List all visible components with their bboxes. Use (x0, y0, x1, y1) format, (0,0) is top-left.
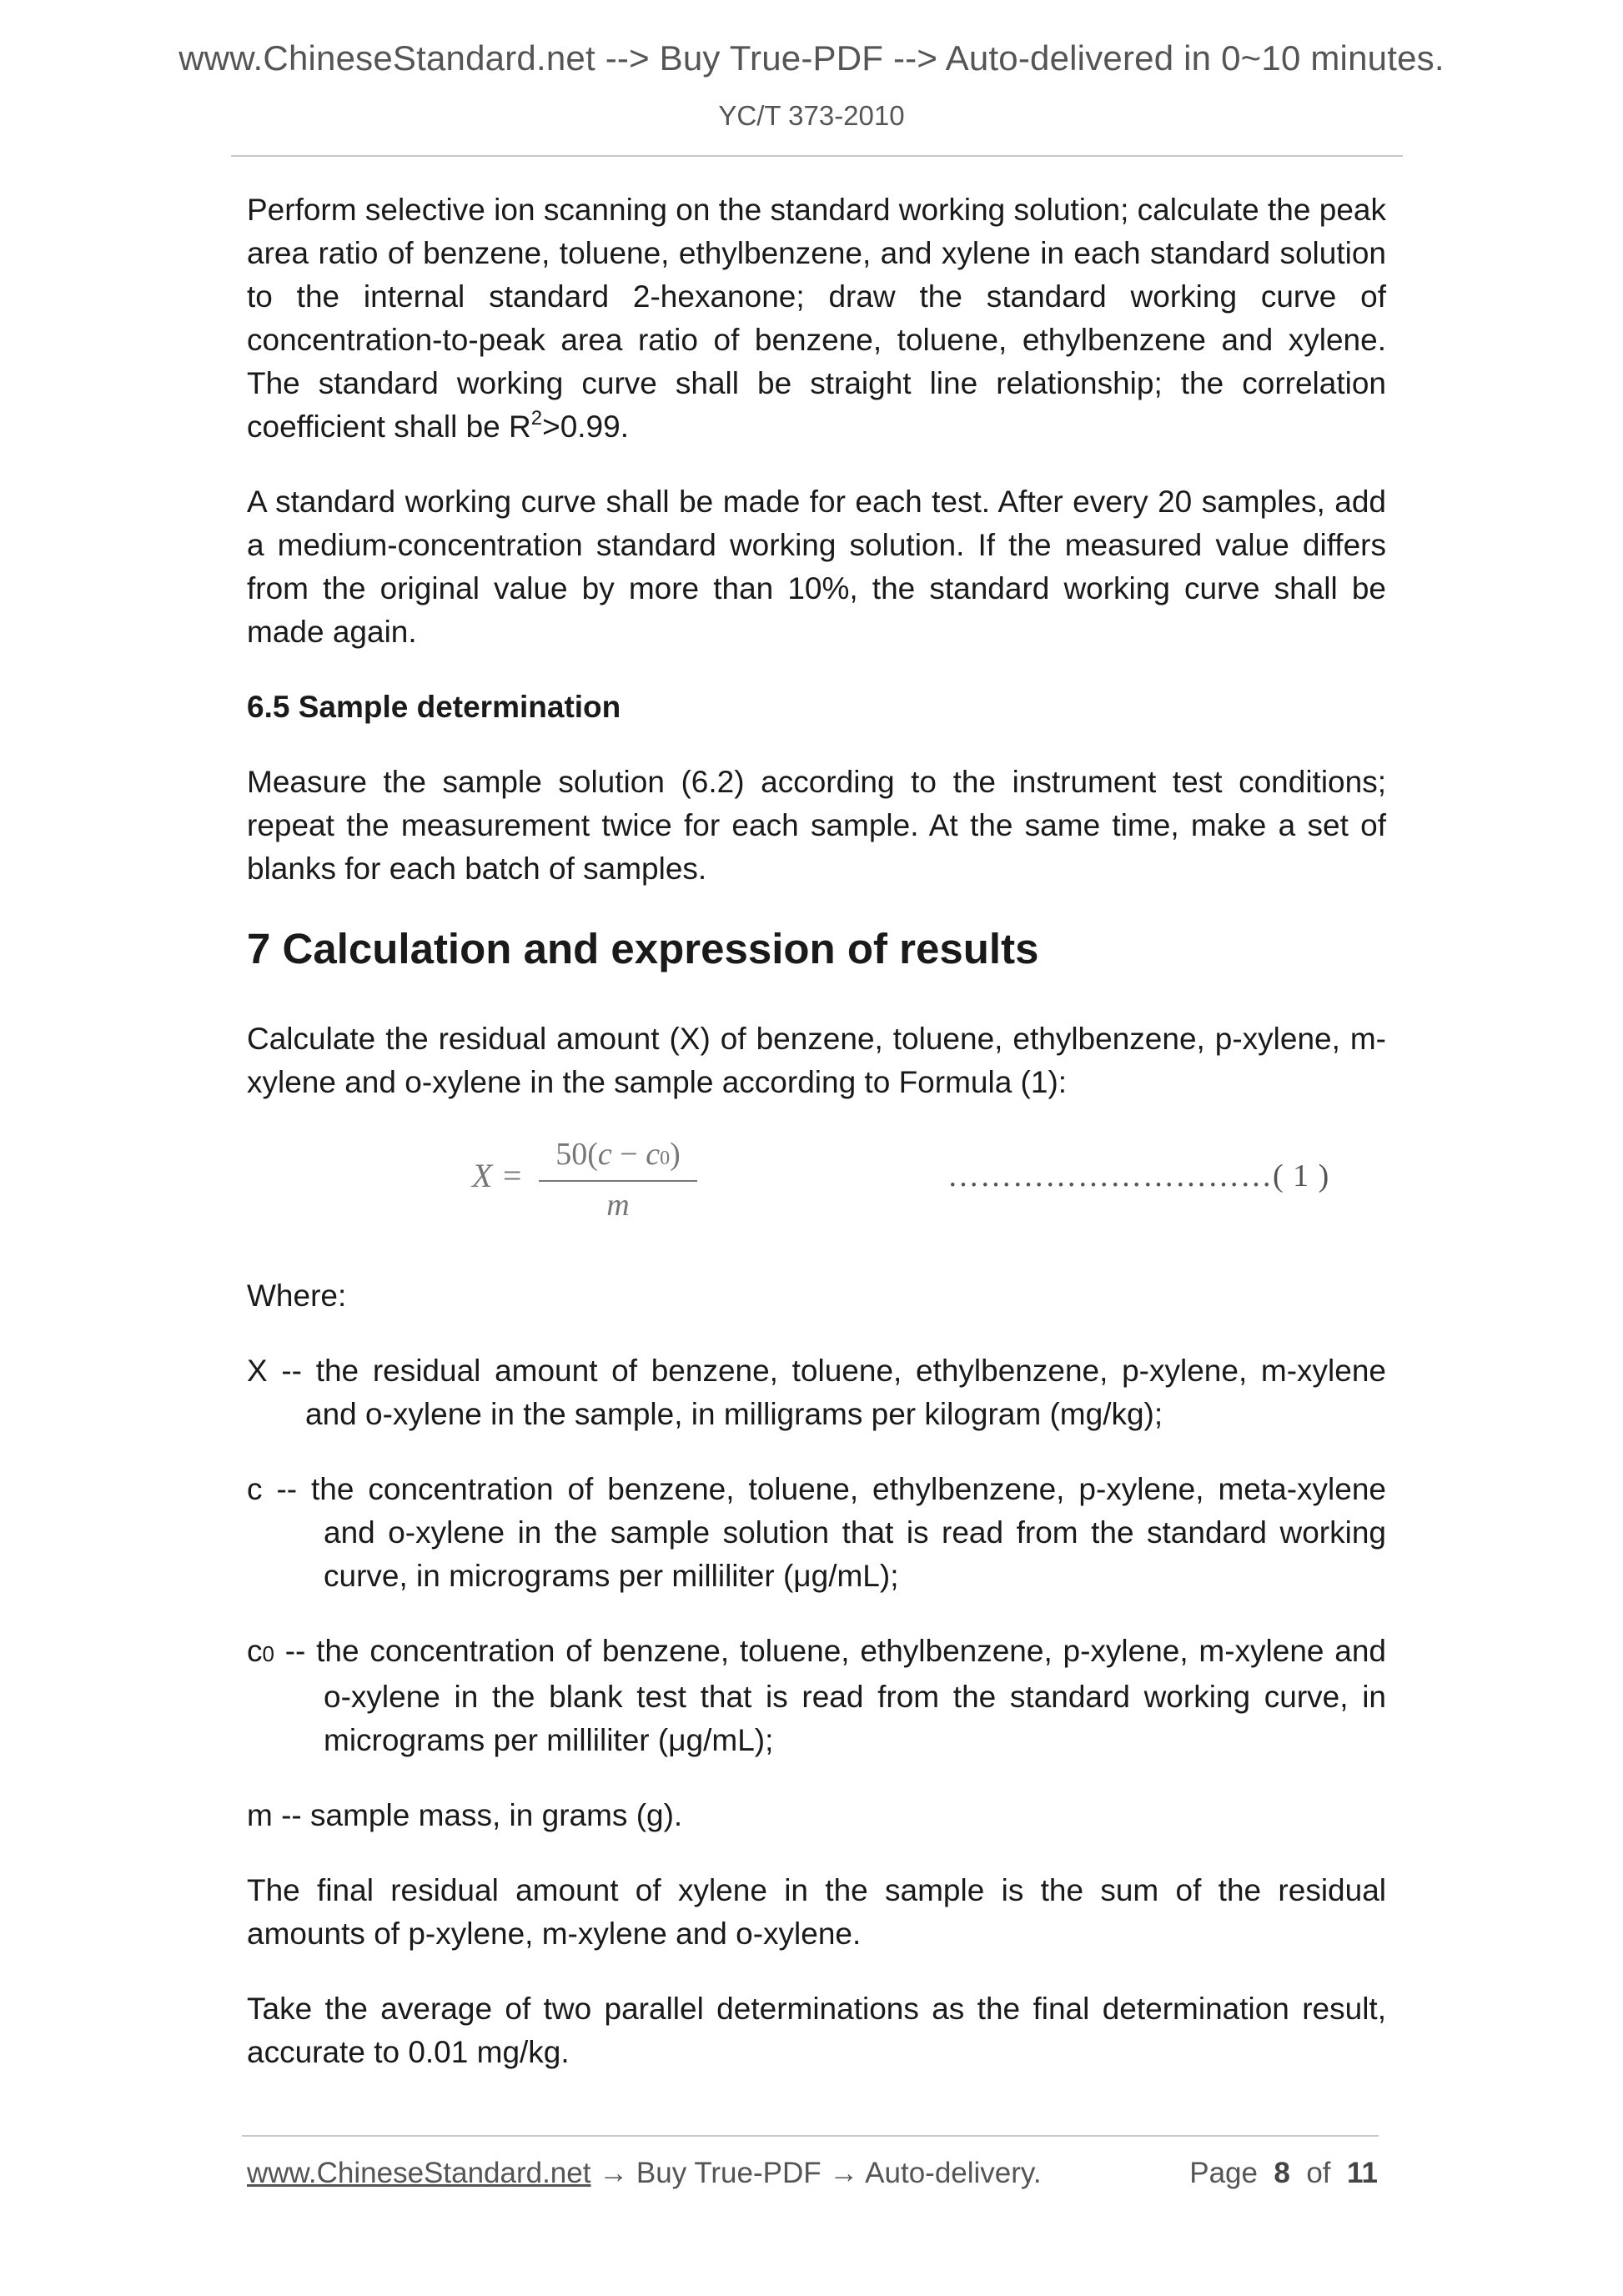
superscript-2: 2 (530, 406, 543, 430)
formula-denominator: m (606, 1188, 630, 1223)
definition-x: X -- the residual amount of benzene, toluene, ethylbenzene, p-xylene, m-xylene and o-xylene in the sample, in milligrams per kilogram (mg/kg); (247, 1354, 1386, 1431)
formula-fraction (539, 1136, 697, 1223)
footer-promo-text: → Buy True-PDF → Auto-delivery. (590, 2157, 1042, 2189)
formula-minus: − (611, 1137, 646, 1172)
formula-number: …………………………( 1 ) (947, 1158, 1330, 1193)
page-of: of (1306, 2157, 1331, 2189)
paragraph-curve-per-test: A standard working curve shall be made for each test. After every 20 samples, add a medium-concentration standard working solution. If the measured value differs from the original value by more than 10%, the standard working curve shall be made again. (247, 485, 1386, 649)
header-divider (231, 155, 1403, 157)
definition-m: m -- sample mass, in grams (g). (247, 1798, 683, 1832)
paragraph-average: Take the average of two parallel determinations as the final determination result, accurate to 0.01 mg/kg. (247, 1992, 1386, 2069)
page-footer (247, 2155, 1378, 2192)
paragraph-sample-measure: Measure the sample solution (6.2) according to the instrument test conditions; repeat the measurement twice for each sample. At the same time, make a set of blanks for each batch of samples. (247, 765, 1386, 886)
formula-coef: 50( (555, 1137, 598, 1172)
section-heading-6-5: 6.5 Sample determination (247, 690, 621, 724)
footer-divider (242, 2135, 1379, 2137)
formula-numerator (539, 1136, 697, 1177)
formula-1 (247, 1136, 1386, 1228)
paragraph-working-curve (247, 188, 1386, 449)
definition-c0 (247, 1630, 1386, 1762)
footer-site-link[interactable]: www.ChineseStandard.net (247, 2157, 591, 2189)
chapter-heading-7: 7 Calculation and expression of results (247, 925, 1039, 972)
paragraph-xylene-sum: The final residual amount of xylene in the sample is the sum of the residual amounts of p-xylene, m-xylene and o-xylene. (247, 1873, 1386, 1951)
formula-close-paren: ) (670, 1137, 681, 1172)
standard-code: YC/T 373-2010 (718, 100, 905, 131)
where-label: Where: (247, 1279, 347, 1313)
definition-c0-symbol: c (247, 1634, 263, 1668)
formula-c0-sub: 0 (660, 1148, 671, 1169)
formula-c0: c (646, 1137, 661, 1172)
paragraph-working-curve-tail: >0.99. (542, 409, 629, 444)
site-banner: www.ChineseStandard.net --> Buy True-PDF --> Auto-delivered in 0~10 minutes. (178, 38, 1445, 78)
formula-lhs: X = (472, 1157, 524, 1194)
formula-c: c (597, 1137, 612, 1172)
definition-c0-sub: 0 (262, 1641, 274, 1666)
definition-c0-text: -- the concentration of benzene, toluene, ethylbenzene, p-xylene, m-xylene and o-xylene in the blank test that is read from the standard working curve, in micrograms per milliliter (μg/mL); (274, 1634, 1386, 1757)
page-indicator (1189, 2155, 1378, 2192)
page-total: 11 (1347, 2157, 1378, 2189)
fraction-bar (539, 1180, 697, 1182)
definition-c: c -- the concentration of benzene, toluene, ethylbenzene, p-xylene, meta-xylene and o-xylene in the sample solution that is read from the standard working curve, in micrograms per milliliter (μg/mL); (247, 1472, 1386, 1593)
paragraph-calc-intro: Calculate the residual amount (X) of benzene, toluene, ethylbenzene, p-xylene, m-xylene and o-xylene in the sample according to Formula (1): (247, 1022, 1386, 1099)
paragraph-working-curve-text: Perform selective ion scanning on the standard working solution; calculate the peak area ratio of benzene, toluene, ethylbenzene, and xylene in each standard solution to the internal standard 2-hexanone; draw the standard working curve of concentration-to-peak area ratio of benzene, toluene, ethylbenzene and xylene. The standard working curve shall be straight line relationship; the correlation coefficient shall be R (247, 193, 1386, 444)
page-label: Page (1189, 2157, 1258, 2189)
page-current: 8 (1274, 2157, 1290, 2189)
document-body (247, 188, 1386, 2106)
